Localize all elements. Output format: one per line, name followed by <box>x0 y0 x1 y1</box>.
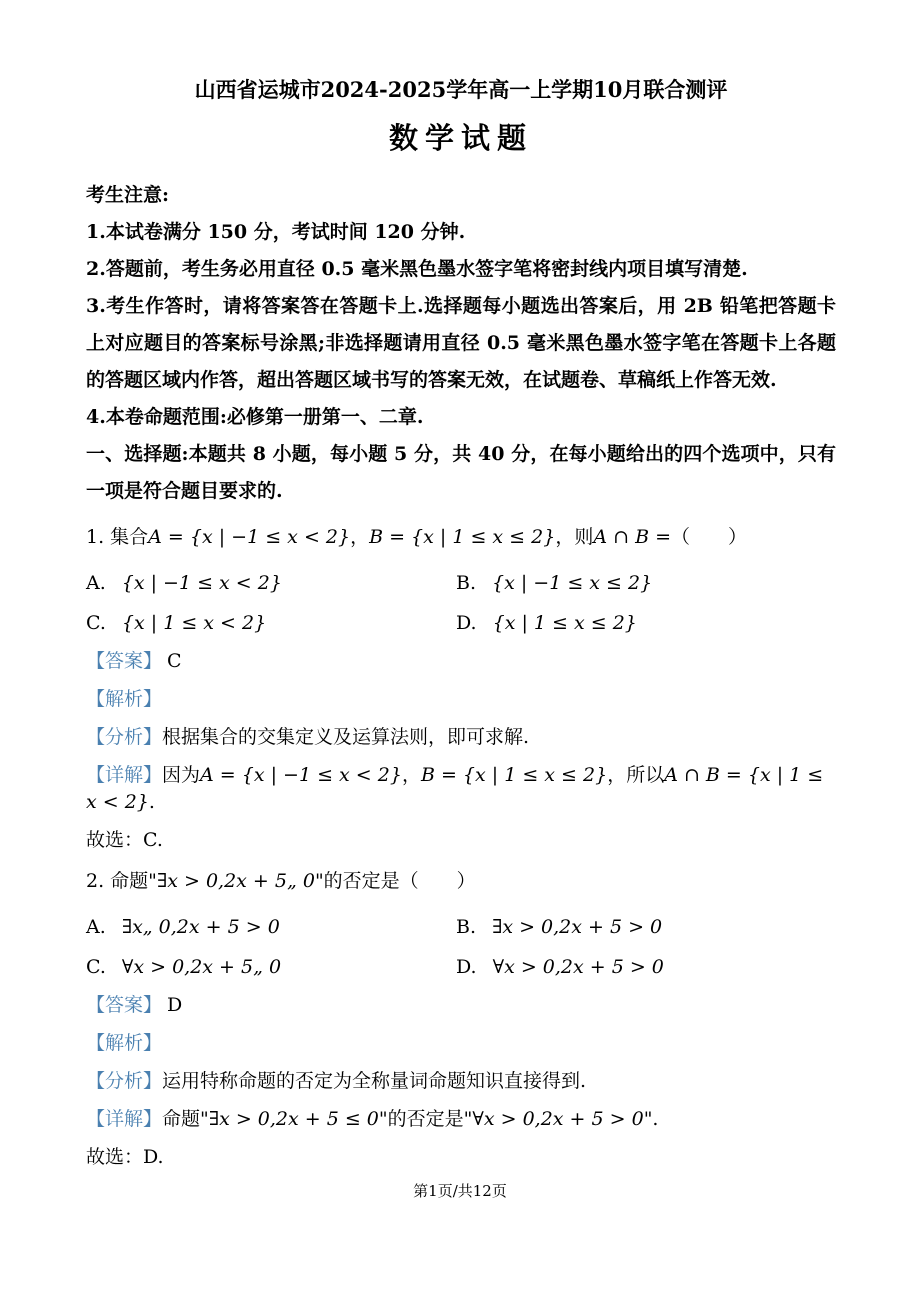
set-b-expression: B = {x | 1 ≤ x ≤ 2} <box>369 526 556 548</box>
option-a-math: ∃x„ 0,2x + 5 > 0 <box>121 916 280 938</box>
option-d-label: D. <box>456 956 477 978</box>
option-b-math: ∃x > 0,2x + 5 > 0 <box>492 916 663 938</box>
answer-blank-parentheses: （ ） <box>671 526 748 548</box>
question-2-options <box>86 901 836 981</box>
separator-comma: ， <box>350 526 370 548</box>
detail-text-mid: ，所以 <box>607 764 665 786</box>
detail-set-b: B = {x | 1 ≤ x ≤ 2} <box>420 764 608 786</box>
question-1-option-a <box>86 570 456 597</box>
notice-item-4: 4.本卷命题范围:必修第一册第一、二章. <box>86 406 424 428</box>
question-2-option-c <box>86 954 456 981</box>
detail-proposition: ∃x > 0,2x + 5 ≤ 0 <box>208 1108 379 1130</box>
question-2-method-line <box>86 1068 836 1095</box>
answer-value: C <box>167 650 182 672</box>
method-text: 根据集合的交集定义及运算法则，即可求解. <box>162 726 530 748</box>
method-text: 运用特称命题的否定为全称量词命题知识直接得到. <box>162 1070 587 1092</box>
section-one-heading: 一、选择题:本题共 8 小题，每小题 5 分，共 40 分，在每小题给出的四个选项中，只有一项是符合题目要求的. <box>86 443 836 502</box>
question-1-option-b <box>456 570 836 597</box>
option-d-math: ∀x > 0,2x + 5 > 0 <box>492 956 664 978</box>
page-title: 山西省运城市2024-2025学年高一上学期10月联合测评 <box>194 77 728 102</box>
method-label: 【分析】 <box>86 1070 163 1092</box>
question-1-stem <box>86 524 836 551</box>
question-2-option-b <box>456 914 836 941</box>
analysis-label: 【解析】 <box>86 1032 163 1054</box>
option-a-math: {x | −1 ≤ x < 2} <box>121 572 282 594</box>
document-title: 数学试题 <box>388 121 533 155</box>
question-1-stem-mid: ，则 <box>555 526 594 548</box>
detail-text-end: . <box>148 791 155 813</box>
detail-text-mid: "的否定是" <box>378 1108 473 1130</box>
option-c-label: C. <box>86 612 106 634</box>
question-1-options <box>86 557 836 637</box>
option-c-math: {x | 1 ≤ x < 2} <box>121 612 267 634</box>
notice-item-2: 2.答题前，考生务必用直径 0.5 毫米黑色墨水签字笔将密封线内项目填写清楚. <box>86 258 748 280</box>
question-2-option-a <box>86 914 456 941</box>
detail-text-end: ". <box>643 1108 659 1130</box>
answer-label: 【答案】 <box>86 994 163 1016</box>
set-a-expression: A = {x | −1 ≤ x < 2} <box>148 526 351 548</box>
detail-intersection-result: A ∩ B = {x | 1 ≤ x < 2} <box>86 764 824 813</box>
question-1-option-d <box>456 610 836 637</box>
question-2-stem <box>86 868 836 895</box>
answer-label: 【答案】 <box>86 650 163 672</box>
question-2-conclusion: 故选：D. <box>86 1146 164 1168</box>
option-d-math: {x | 1 ≤ x ≤ 2} <box>492 612 637 634</box>
option-b-label: B. <box>456 916 477 938</box>
option-c-label: C. <box>86 956 106 978</box>
option-a-label: A. <box>86 916 106 938</box>
question-2-stem-post: "的否定是（ ） <box>314 870 476 892</box>
question-1-stem-text: 1. 集合 <box>86 526 149 548</box>
question-1-analysis-label-line <box>86 686 836 713</box>
question-2-stem-text: 2. 命题" <box>86 870 157 892</box>
question-1-detail-line <box>86 762 836 816</box>
detail-text-pre: 因为 <box>162 764 201 786</box>
detail-set-a: A = {x | −1 ≤ x < 2} <box>200 764 402 786</box>
proposition-expression: ∃x > 0,2x + 5„ 0 <box>156 870 315 892</box>
page-footer: 第1页/共12页 <box>413 1182 507 1200</box>
option-b-math: {x | −1 ≤ x ≤ 2} <box>492 572 653 594</box>
question-2-option-d <box>456 954 836 981</box>
detail-label: 【详解】 <box>86 1108 163 1130</box>
question-1-conclusion: 故选：C. <box>86 829 163 851</box>
detail-negation: ∀x > 0,2x + 5 > 0 <box>472 1108 644 1130</box>
intersection-expression: A ∩ B = <box>593 526 671 548</box>
option-b-label: B. <box>456 572 477 594</box>
detail-separator: ， <box>401 764 421 786</box>
notice-heading: 考生注意: <box>86 184 170 206</box>
analysis-label: 【解析】 <box>86 688 163 710</box>
question-1-method-line <box>86 724 836 751</box>
question-2-detail-line <box>86 1106 836 1133</box>
question-1-answer-line <box>86 648 836 675</box>
option-d-label: D. <box>456 612 477 634</box>
detail-label: 【详解】 <box>86 764 163 786</box>
question-2-analysis-label-line <box>86 1030 836 1057</box>
option-a-label: A. <box>86 572 106 594</box>
notice-item-1: 1.本试卷满分 150 分，考试时间 120 分钟. <box>86 221 466 243</box>
method-label: 【分析】 <box>86 726 163 748</box>
notice-item-3: 3.考生作答时，请将答案答在答题卡上.选择题每小题选出答案后，用 2B 铅笔把答题卡上对应题目的答案标号涂黑;非选择题请用直径 0.5 毫米黑色墨水签字笔在答题卡上各题的答题区域内作答，超出答题区域书写的答案无效，在试题卷、草稿纸上作答无效. <box>86 295 836 391</box>
question-1-option-c <box>86 610 456 637</box>
answer-value: D <box>167 994 183 1016</box>
option-c-math: ∀x > 0,2x + 5„ 0 <box>121 956 282 978</box>
detail-text-pre: 命题" <box>162 1108 209 1130</box>
question-2-answer-line <box>86 992 836 1019</box>
